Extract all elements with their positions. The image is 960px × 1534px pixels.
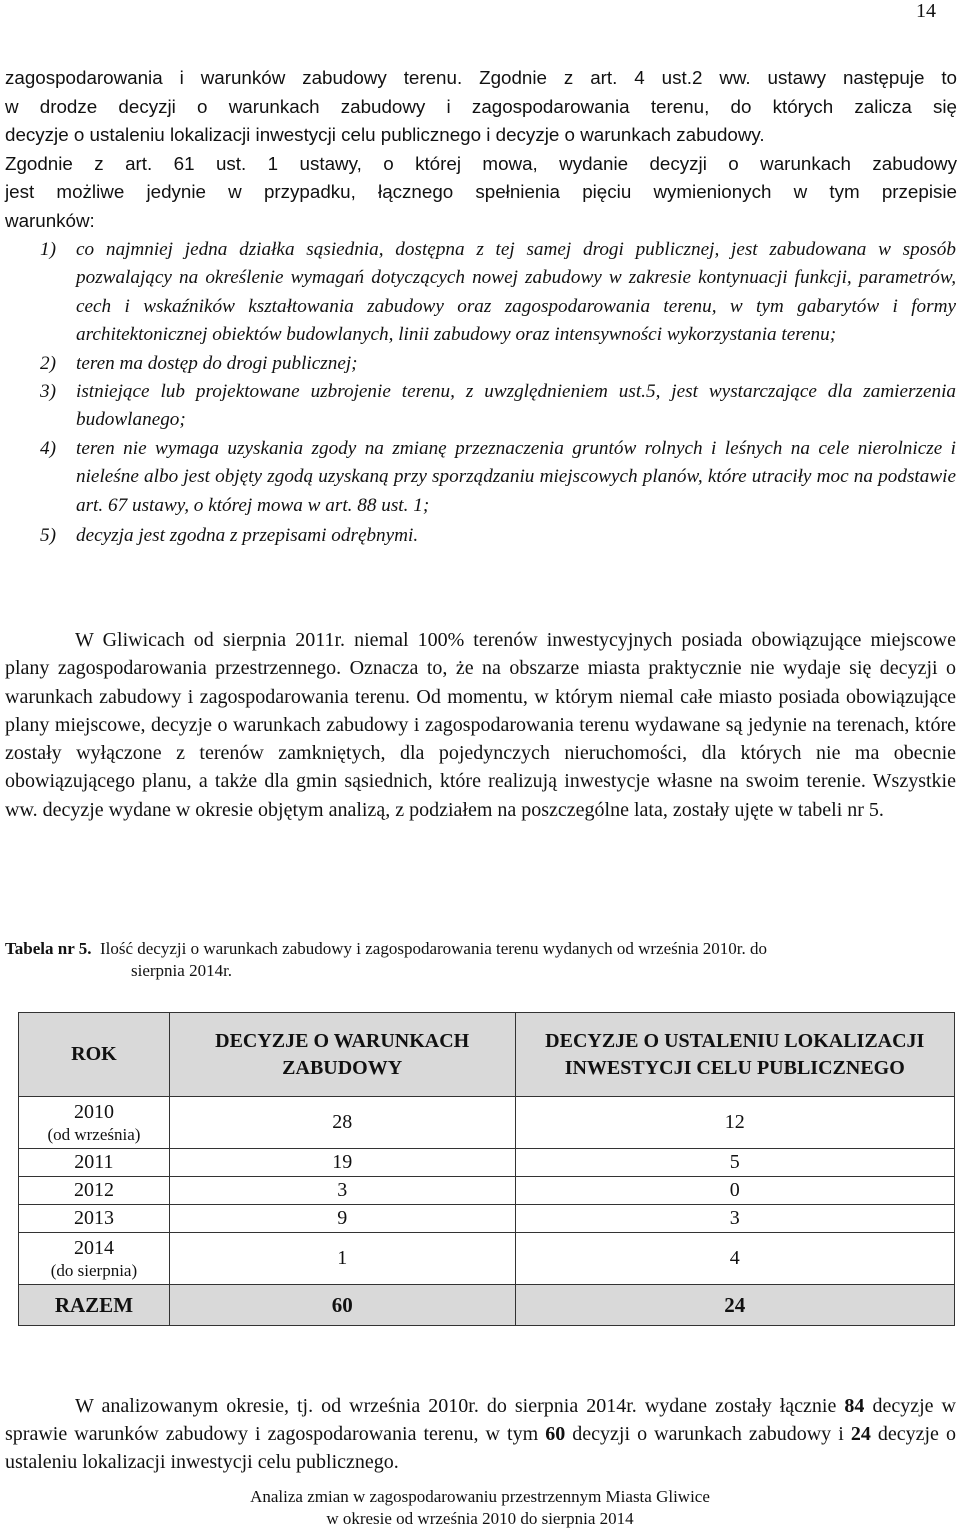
condition-number: 4) [40,437,56,459]
condition-number: 1) [40,239,56,260]
condition-number: 5) [40,525,56,547]
condition-item-3 [40,378,956,435]
year-cell: 2010 (od września) [19,1097,170,1149]
p3-text-2: decyzje w sprawie warunków zabudowy i zagospodarowania terenu, w tym [5,1395,956,1445]
intro-line-5: jest możliwe jedynie w przypadku, łącznego spełnienia pięciu wymienionych w tym przepisie [5,181,957,202]
intro-line-3: decyzje o ustaleniu lokalizacji inwestycji celu publicznego i decyzje o warunkach zabudowy. [5,124,765,145]
ulicp-decisions-count: 24 [850,1423,871,1445]
condition-item-4 [40,435,956,520]
table-caption [5,938,956,982]
year-cell: 2011 [19,1149,170,1177]
year-cell: 2013 [19,1205,170,1233]
body-paragraph-2 [5,626,956,824]
table-total-row [19,1285,955,1326]
decisions-table [18,1012,955,1326]
condition-number: 3) [40,381,56,403]
wz-cell: 9 [169,1205,515,1233]
p3-text-4: decyzje o ustaleniu lokalizacji inwestycji celu publicznego. [5,1423,956,1473]
footer-line-2: w okresie od września 2010 do sierpnia 2014 [326,1509,634,1528]
header-wz: DECYZJE O WARUNKACH ZABUDOWY [169,1013,515,1097]
intro-line-6: warunków: [5,209,95,231]
p3-text-1: W analizowanym okresie, tj. od września 2010r. do sierpnia 2014r. wydane zostały łącznie [75,1395,845,1417]
page-footer [0,1486,960,1530]
condition-item-1 [40,236,956,350]
wz-decisions-count: 60 [545,1423,566,1445]
intro-line-1: zagospodarowania i warunków zabudowy terenu. Zgodnie z art. 4 ust.2 ww. ustawy następuje to [5,67,957,88]
table-row [19,1097,955,1149]
year-cell: 2014 (do sierpnia) [19,1233,170,1285]
body-paragraph-3 [5,1392,956,1476]
condition-text: teren ma dostęp do drogi publicznej; [76,352,358,374]
table-header-row [19,1013,955,1097]
ulicp-cell: 4 [515,1233,955,1285]
page-number: 14 [916,0,936,22]
conditions-list [40,236,956,550]
table-caption-text-2: sierpnia 2014r. [131,961,233,980]
table-row [19,1233,955,1285]
condition-item-2 [40,350,956,378]
total-ulicp: 24 [515,1285,955,1326]
header-ulicp: DECYZJE O USTALENIU LOKALIZACJI INWESTYCJI CELU PUBLICZNEGO [515,1013,955,1097]
table-caption-text-1: Ilość decyzji o warunkach zabudowy i zagospodarowania terenu wydanych od września 2010r. do [99,939,767,958]
ulicp-cell: 3 [515,1205,955,1233]
ulicp-cell: 0 [515,1177,955,1205]
condition-text: co najmniej jedna działka sąsiednia, dostępna z tej samej drogi publicznej, jest zabudowana w sposób pozwalający na określenie wymagań dotyczących nowej zabudowy w zakresie kontynuacji funkcji, parametrów, cech i wskaźników kształtowania zabudowy oraz zagospodarowania terenu, w tym gabarytów i formy architektonicznej obiektów budowlanych, linii zabudowy oraz intensywności wykorzystania terenu; [76,239,956,346]
total-decisions-count: 84 [844,1395,865,1417]
intro-line-2: w drodze decyzji o warunkach zabudowy i zagospodarowania terenu, do których zalicza się [5,95,957,117]
wz-cell: 19 [169,1149,515,1177]
ulicp-cell: 12 [515,1097,955,1149]
total-label: RAZEM [19,1285,170,1326]
table-row [19,1205,955,1233]
p3-text-3: decyzji o warunkach zabudowy i [565,1423,851,1445]
condition-number: 2) [40,352,56,374]
total-wz: 60 [169,1285,515,1326]
condition-text: teren nie wymaga uzyskania zgody na zmianę przeznaczenia gruntów rolnych i leśnych na cele nierolnicze i nieleśne albo jest objęty zgodą uzyskaną przy sporządzaniu miejscowych planów, które utraciły moc na podstawie art. 67 ustawy, o której mowa w art. 88 ust. 1; [76,437,956,516]
footer-line-1: Analiza zmian w zagospodarowaniu przestrzennym Miasta Gliwice [250,1487,710,1506]
condition-text: decyzja jest zgodna z przepisami odrębnymi. [76,525,419,547]
intro-paragraph [5,64,957,235]
body-paragraph-2-text: W Gliwicach od sierpnia 2011r. niemal 100% terenów inwestycyjnych posiada obowiązujące miejscowe plany zagospodarowania przestrzennego. Oznacza to, że na obszarze miasta praktycznie nie wydaje się decyzji o warunkach zabudowy i zagospodarowania terenu. Od momentu, w którym niemal całe miasto posiada obowiązujące plany miejscowe, decyzje o warunkach zabudowy i zagospodarowania terenu wydawane są jedynie na terenach, które zostały wyłączone z terenów zamkniętych, dla pojedynczych nieruchomości, dla których nie ma obecnie obowiązującego planu, a także dla gmin sąsiednich, które realizują inwestycje własne na swoim terenie. Wszystkie ww. decyzje wydane w okresie objętym analizą, z podziałem na poszczególne lata, zostały ujęte w tabeli nr 5. [5,629,956,821]
year-cell: 2012 [19,1177,170,1205]
wz-cell: 1 [169,1233,515,1285]
header-year: ROK [19,1013,170,1097]
condition-item-5 [40,522,956,550]
table-row [19,1177,955,1205]
table-caption-label: Tabela nr 5. [5,939,92,958]
condition-text: istniejące lub projektowane uzbrojenie terenu, z uwzględnieniem ust.5, jest wystarczające dla zamierzenia budowlanego; [76,381,956,431]
wz-cell: 28 [169,1097,515,1149]
table-row [19,1149,955,1177]
wz-cell: 3 [169,1177,515,1205]
ulicp-cell: 5 [515,1149,955,1177]
intro-line-4: Zgodnie z art. 61 ust. 1 ustawy, o której mowa, wydanie decyzji o warunkach zabudowy [5,152,957,174]
